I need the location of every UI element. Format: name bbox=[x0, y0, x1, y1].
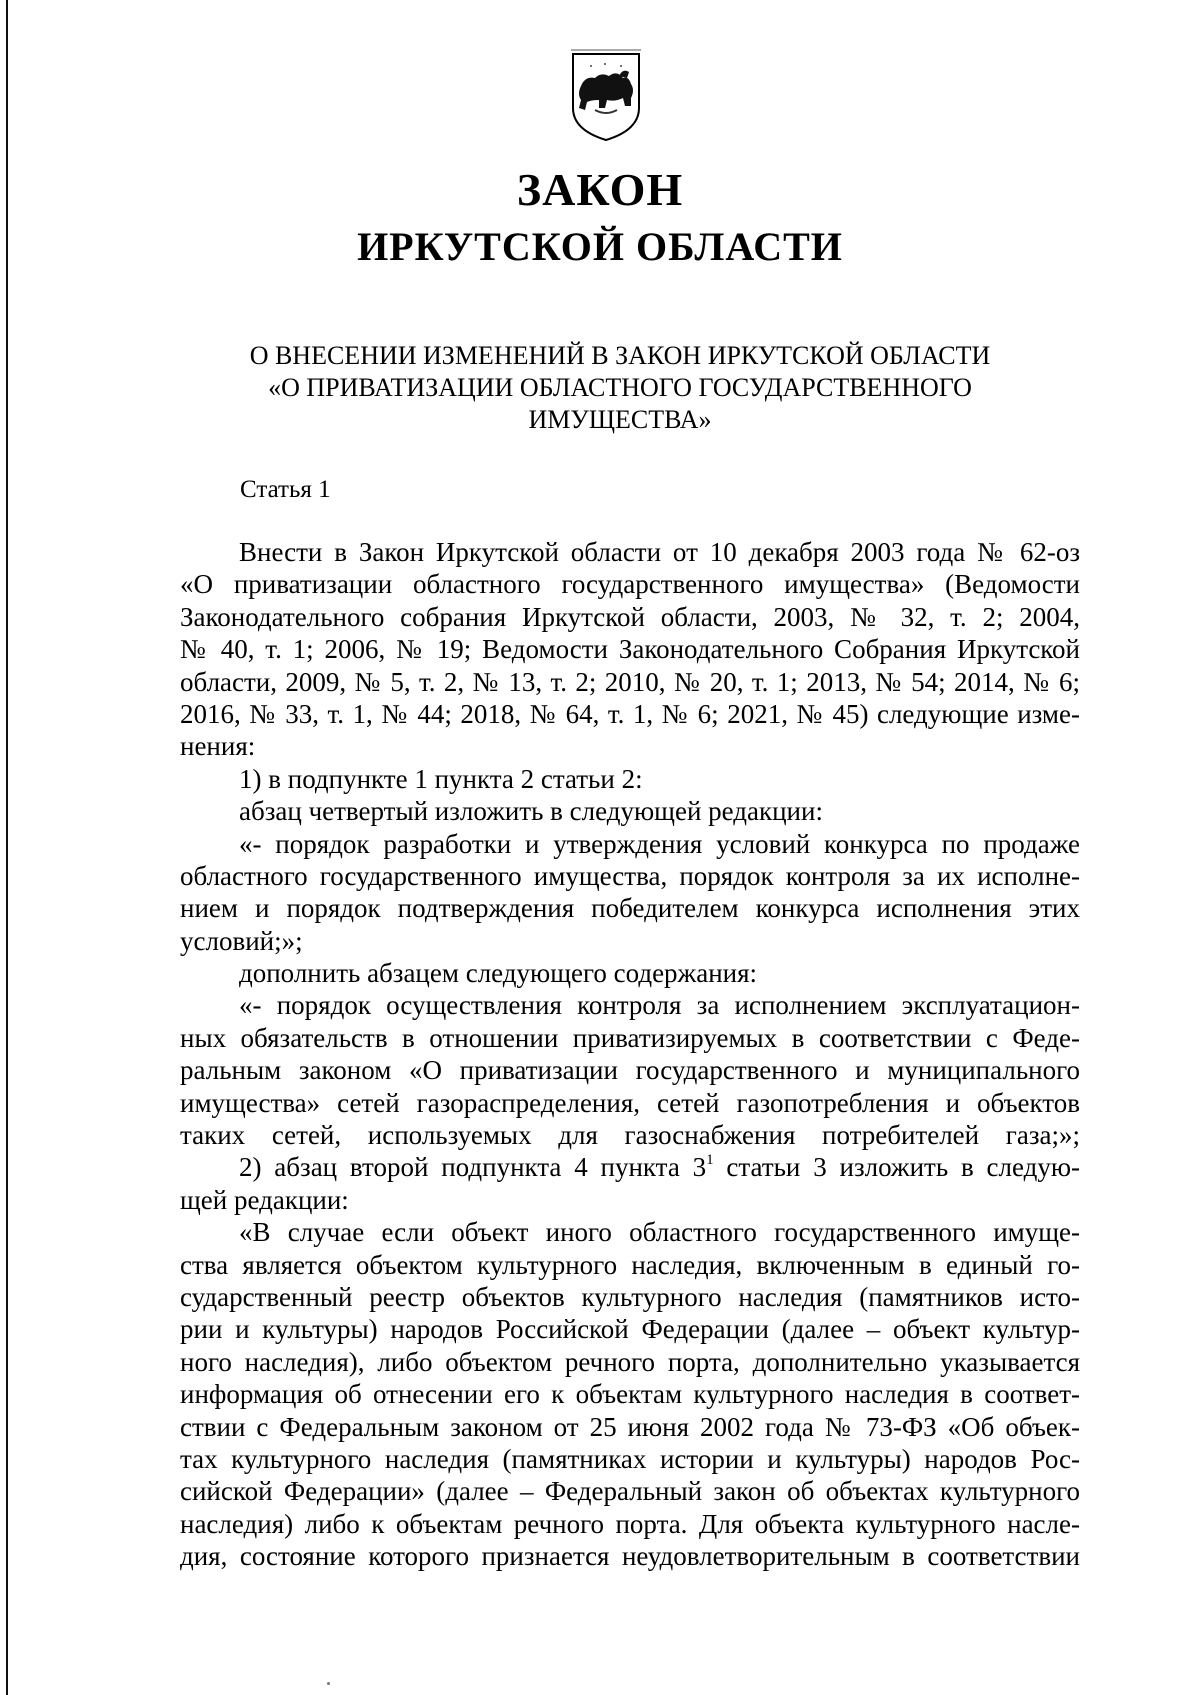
body-line-part: статьи 3 изложить в следую- bbox=[726, 1152, 1080, 1183]
body-line: таких сетей, используемых для газоснабжения потребителей газа;»; bbox=[180, 1120, 1080, 1151]
body-line: ральным законом «О приватизации государственного и муниципального bbox=[180, 1055, 1080, 1086]
body-line: Внести в Закон Иркутской области от 10 декабря 2003 года № 62-оз bbox=[239, 537, 1080, 567]
article-body bbox=[180, 536, 1080, 1573]
body-line: 2016, № 33, т. 1, № 44; 2018, № 64, т. 1, № 6; 2021, № 45) следующие изме- bbox=[180, 698, 1080, 729]
body-line-with-superscript bbox=[180, 1151, 1080, 1183]
article-heading: Статья 1 bbox=[240, 476, 331, 503]
body-line: № 40, т. 1; 2006, № 19; Ведомости Законодательного Собрания Иркутской bbox=[180, 634, 1080, 665]
body-line: «В случае если объект иного областного государственного имуще- bbox=[239, 1217, 1080, 1248]
subtitle-line: О ВНЕСЕНИИ ИЗМЕНЕНИЙ В ЗАКОН ИРКУТСКОЙ ОБЛАСТИ bbox=[249, 341, 991, 370]
scan-speck bbox=[327, 1682, 330, 1685]
body-line: Законодательного собрания Иркутской области, 2003, № 32, т. 2; 2004, bbox=[180, 601, 1080, 632]
body-line: информация об отнесении его к объектам культурного наследия в соответ- bbox=[180, 1379, 1080, 1410]
body-line: дополнить абзацем следующего содержания: bbox=[239, 958, 758, 989]
body-line: рии и культуры) народов Российской Федерации (далее – объект культур- bbox=[180, 1314, 1080, 1345]
body-line-part: 2) абзац второй подпункта 4 пункта 3 bbox=[239, 1152, 707, 1183]
body-line: сийской Федерации» (далее – Федеральный закон об объектах культурного bbox=[180, 1476, 1080, 1507]
body-line: щей редакции: bbox=[180, 1184, 349, 1215]
document-title-region: ИРКУТСКОЙ ОБЛАСТИ bbox=[357, 224, 843, 269]
body-line: 1) в подпункте 1 пункта 2 статьи 2: bbox=[239, 763, 643, 794]
body-line: области, 2009, № 5, т. 2, № 13, т. 2; 2010, № 20, т. 1; 2013, № 54; 2014, № 6; bbox=[180, 666, 1080, 697]
body-line: ного наследия), либо объектом речного порта, дополнительно указывается bbox=[180, 1346, 1080, 1377]
body-line: «О приватизации областного государственного имущества» (Ведомости bbox=[180, 569, 1080, 600]
body-line: «- порядок осуществления контроля за исполнением эксплуатацион- bbox=[239, 990, 1080, 1021]
law-subtitle bbox=[180, 340, 1060, 436]
body-line: имущества» сетей газораспределения, сетей газопотребления и объектов bbox=[180, 1087, 1080, 1118]
body-line: абзац четвертый изложить в следующей редакции: bbox=[239, 796, 823, 827]
body-line: ствии с Федеральным законом от 25 июня 2002 года № 73-ФЗ «Об объек- bbox=[180, 1411, 1080, 1442]
superscript: 1 bbox=[706, 1152, 714, 1169]
body-line: областного государственного имущества, порядок контроля за их исполне- bbox=[180, 860, 1080, 891]
body-line: нием и порядок подтверждения победителем конкурса исполнения этих bbox=[180, 893, 1080, 924]
body-line: наследия) либо к объектам речного порта. Для объекта культурного насле- bbox=[180, 1508, 1080, 1539]
body-line: дия, состояние которого признается неудовлетворительным в соответствии bbox=[180, 1541, 1080, 1572]
document-title: ЗАКОН bbox=[516, 164, 684, 215]
body-line: сударственный реестр объектов культурного наследия (памятников исто- bbox=[180, 1281, 1080, 1312]
subtitle-line: ИМУЩЕСТВА» bbox=[528, 405, 712, 434]
subtitle-line: «О ПРИВАТИЗАЦИИ ОБЛАСТНОГО ГОСУДАРСТВЕННОГО bbox=[268, 373, 972, 402]
body-line: ных обязательств в отношении приватизируемых в соответствии с Феде- bbox=[180, 1022, 1080, 1053]
coat-of-arms-emblem bbox=[565, 46, 647, 146]
body-line: «- порядок разработки и утверждения условий конкурса по продаже bbox=[239, 828, 1080, 859]
body-line: условий;»; bbox=[180, 925, 303, 956]
body-line: тах культурного наследия (памятниках истории и культуры) народов Рос- bbox=[180, 1443, 1080, 1474]
body-line: ства является объектом культурного наследия, включенным в единый го- bbox=[180, 1249, 1080, 1280]
body-line: нения: bbox=[180, 731, 256, 762]
